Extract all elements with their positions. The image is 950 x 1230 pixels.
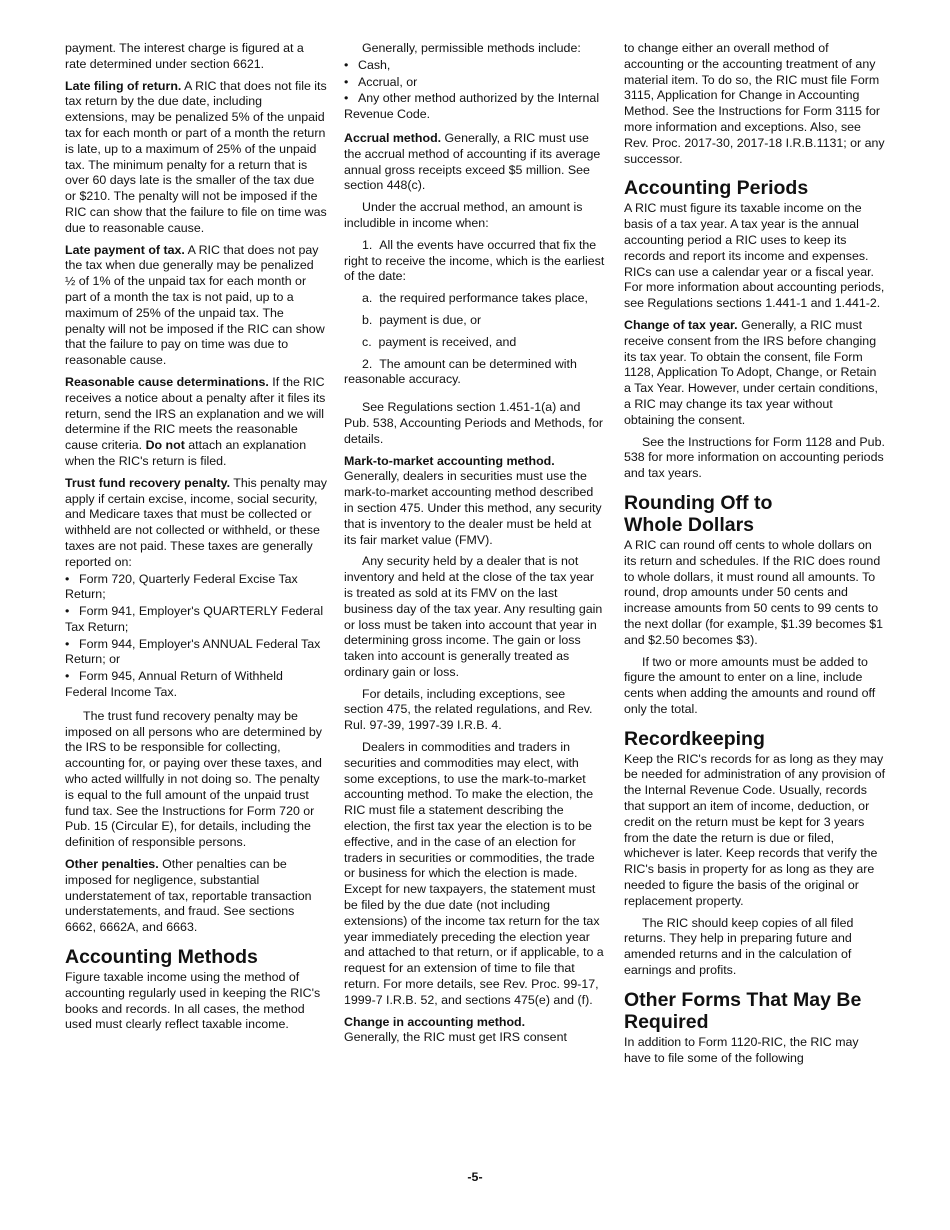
list-item: [344, 75, 606, 91]
change-in-method-paragraph: [344, 1015, 606, 1047]
list-item-text: Form 720, Quarterly Federal Excise Tax Return;: [65, 571, 298, 602]
list-item: [344, 91, 606, 123]
paragraph-text: A RIC that does not pay the tax when due generally may be penalized ½ of 1% of the unpaid tax for each month or part of a month the tax is not paid, up to a maximum of 25% of the unpaid tax. The penalty will not be imposed if the RIC can show that the failure to pay on time was due to reasonable cause.: [65, 242, 325, 368]
run-in-heading: Late filing of return.: [65, 78, 182, 93]
paragraph: The RIC should keep copies of all filed returns. They help in preparing future and amended returns and in the calculation of earnings and profits.: [624, 915, 854, 978]
run-in-heading: Change of tax year.: [624, 317, 738, 332]
run-in-heading: Other penalties.: [65, 857, 159, 872]
numbered-item: 1. All the events have occurred that fix the right to receive the income, which is the earliest of the date:: [344, 237, 605, 284]
paragraph: Generally, permissible methods include:: [362, 41, 581, 55]
list-item-text: Accrual, or: [358, 74, 418, 89]
paragraph: Dealers in commodities and traders in securities and commodities may elect, with some exceptions, to use the mark-to-market accounting method. To make the election, the RIC must file a statement describing the election, the first tax year the election is to be effective, and in the case of an election for traders in securities or commodities, the trade or business for which the election is made. Except for new taxpayers, the statement must be filed by the due date (not including extensions) of the income tax return for the tax year immediately preceding the election year and attached to that return, or if applicable, to a request for an extension of time to file that return. For more details, see Rev. Proc. 99-17, 1999-7 I.R.B. 52, and sections 475(e) and (f).: [344, 740, 604, 1007]
list-item-text: Form 944, Employer's ANNUAL Federal Tax Return; or: [65, 636, 321, 667]
column-3: [624, 41, 886, 1072]
accrual-method-paragraph: [344, 131, 606, 194]
paragraph: Any security held by a dealer that is not inventory and held at the close of the tax year is treated as sold at its FMV on the last business day of the tax year. Any resulting gain or loss must be taken into account that year in determining gross income. The gain or loss taken into account is generally treated as ordinary gain or loss.: [344, 554, 603, 679]
paragraph: See the Instructions for Form 1128 and Pub. 538 for more information on accounting periods and tax years.: [624, 434, 885, 481]
bullet-icon: •: [65, 636, 70, 651]
paragraph-text: Other penalties can be imposed for negligence, substantial understatement of tax, reportable transaction understatements, and fraud. See sections 6662, 6662A, and 6663.: [65, 857, 312, 935]
run-in-heading: Late payment of tax.: [65, 242, 185, 257]
section-heading-rounding: Rounding Off to Whole Dollars: [624, 491, 773, 536]
paragraph-text: Generally, a RIC must receive consent from the IRS before changing its tax year. To obtain the consent, file Form 1128, Application To Adopt, Change, or Retain a Tax Year. However, under certain conditions, a RIC may change its tax year without obtaining the consent.: [624, 317, 878, 427]
late-payment-paragraph: [65, 243, 327, 369]
column-2: [344, 41, 606, 1052]
paragraph-text: This penalty may apply if certain excise, income, social security, and Medicare taxes that must be collected or withheld are not collected or withheld, or these taxes are not paid. These taxes are generally reported on:: [65, 475, 327, 569]
paragraph: In addition to Form 1120-RIC, the RIC may have to file some of the following: [624, 1034, 859, 1065]
lettered-item: a. the required performance takes place,: [362, 291, 588, 306]
numbered-item: 2. The amount can be determined with reasonable accuracy.: [344, 356, 577, 387]
paragraph: payment. The interest charge is figured at a rate determined under section 6621.: [65, 41, 304, 71]
paragraph-text: If the RIC receives a notice about a penalty after it files its return, send the IRS an explanation and we will determine if the RIC meets the reasonable cause criteria.: [65, 374, 326, 453]
mark-to-market-paragraph: [344, 454, 606, 549]
list-item-text: Form 945, Annual Return of Withheld Federal Income Tax.: [65, 669, 283, 700]
paragraph: A RIC can round off cents to whole dollars on its return and schedules. If the RIC does round to whole dollars, it must round all amounts. To round, drop amounts under 50 cents and increase amounts from 50 cents to 99 cents to the next dollar (for example, $1.39 becomes $1 and $2.50 becomes $3).: [624, 537, 883, 647]
list-item: [65, 604, 327, 636]
reasonable-cause-paragraph: [65, 375, 327, 470]
section-heading-accounting-methods: Accounting Methods: [65, 946, 258, 969]
run-in-heading: Change in accounting method.: [344, 1014, 526, 1029]
paragraph-text: Generally, dealers in securities must use the mark-to-market accounting method described in section 475. Under this method, any security that is inventory to the dealer must be held at its fair market value (FMV).: [344, 469, 602, 547]
section-heading-recordkeeping: Recordkeeping: [624, 727, 765, 750]
list-item: [344, 58, 606, 74]
section-heading-other-forms: Other Forms That May Be Required: [624, 988, 862, 1033]
bullet-icon: •: [65, 669, 70, 684]
column-1: [65, 41, 327, 1039]
list-item-text: Cash,: [358, 57, 391, 72]
bullet-icon: •: [65, 571, 70, 586]
paragraph: Keep the RIC's records for as long as they may be needed for administration of any provision of the Internal Revenue Code. Usually, records that support an item of income, deduction, or credit on the return must be kept for 3 years from the date the return is due or filed, whichever is later. Keep records that verify the RIC's basis in property for as long as they are needed to figure the basis of the original or replacement property.: [624, 751, 886, 908]
run-in-heading: Trust fund recovery penalty.: [65, 475, 231, 490]
paragraph-text: A RIC that does not file its tax return by the due date, including extensions, may be penalized 5% of the unpaid tax for each month or part of a month the return is late, up to a maximum of 25% of the unpaid tax. The minimum penalty for a return that is over 60 days late is the smaller of the tax due or $210. The penalty will not be imposed if the RIC can show that the failure to file on time was due to reasonable cause.: [65, 78, 327, 235]
bullet-icon: •: [344, 74, 349, 89]
section-heading-accounting-periods: Accounting Periods: [624, 177, 809, 200]
paragraph: Figure taxable income using the method of accounting regularly used in keeping the RIC's books and records. In all cases, the method used must clearly reflect taxable income.: [65, 970, 321, 1032]
paragraph: The trust fund recovery penalty may be imposed on all persons who are determined by the IRS to be responsible for collecting, accounting for, or paying over these taxes, and who acted willfully in not doing so. The penalty is equal to the full amount of the unpaid trust fund tax. See the Instructions for Form 720 or Pub. 15 (Circular E), for details, including the definition of responsible persons.: [65, 708, 322, 850]
paragraph: If two or more amounts must be added to figure the amount to enter on a line, include cents when adding the amounts and round off only the total.: [624, 654, 876, 716]
paragraph: See Regulations section 1.451-1(a) and Pub. 538, Accounting Periods and Methods, for details.: [344, 400, 603, 446]
paragraph-text: Generally, the RIC must get IRS consent: [344, 1030, 567, 1045]
bullet-icon: •: [344, 57, 349, 72]
paragraph: to change either an overall method of accounting or the accounting treatment of any material item. To do so, the RIC must file Form 3115, Application for Change in Accounting Method. See the Instructions for Form 3115 for more information and exceptions. Also, see Rev. Proc. 2017-30, 2017-18 I.R.B.1131; or any successor.: [624, 41, 885, 166]
other-penalties-paragraph: [65, 857, 327, 936]
paragraph: For details, including exceptions, see section 475, the related regulations, and Rev. Rul. 97-39, 1997-39 I.R.B. 4.: [344, 686, 593, 733]
list-item: [65, 572, 327, 604]
bullet-icon: •: [344, 91, 349, 106]
lettered-item: c. payment is received, and: [362, 334, 517, 349]
trust-fund-paragraph: [65, 476, 327, 571]
run-in-heading: Mark-to-market accounting method.: [344, 453, 555, 468]
paragraph: Under the accrual method, an amount is includible in income when:: [344, 200, 583, 230]
paragraph-text: attach an explanation when the RIC's return is filed.: [65, 438, 307, 468]
run-in-heading: Accrual method.: [344, 130, 442, 145]
paragraph-text: Generally, a RIC must use the accrual method of accounting if its average annual gross receipts exceed $5 million. See section 448(c).: [344, 130, 601, 193]
change-of-tax-year-paragraph: [624, 318, 886, 429]
list-item-text: Any other method authorized by the Internal Revenue Code.: [344, 91, 600, 122]
list-item: [65, 637, 327, 669]
late-filing-paragraph: [65, 79, 327, 237]
page-number: -5-: [467, 1170, 483, 1184]
lettered-item: b. payment is due, or: [362, 312, 482, 327]
run-in-heading: Reasonable cause determinations.: [65, 374, 269, 389]
emphasis: Do not: [145, 438, 185, 453]
bullet-icon: •: [65, 604, 70, 619]
paragraph: A RIC must figure its taxable income on the basis of a tax year. A tax year is the annual accounting period a RIC uses to keep its records and report its income and expenses. RICs can use a calendar year or a fiscal year. For more information about accounting periods, see Regulations sections 1.441-1 and 1.441-2.: [624, 201, 885, 311]
list-item: [65, 669, 327, 701]
list-item-text: Form 941, Employer's QUARTERLY Federal Tax Return;: [65, 604, 324, 634]
